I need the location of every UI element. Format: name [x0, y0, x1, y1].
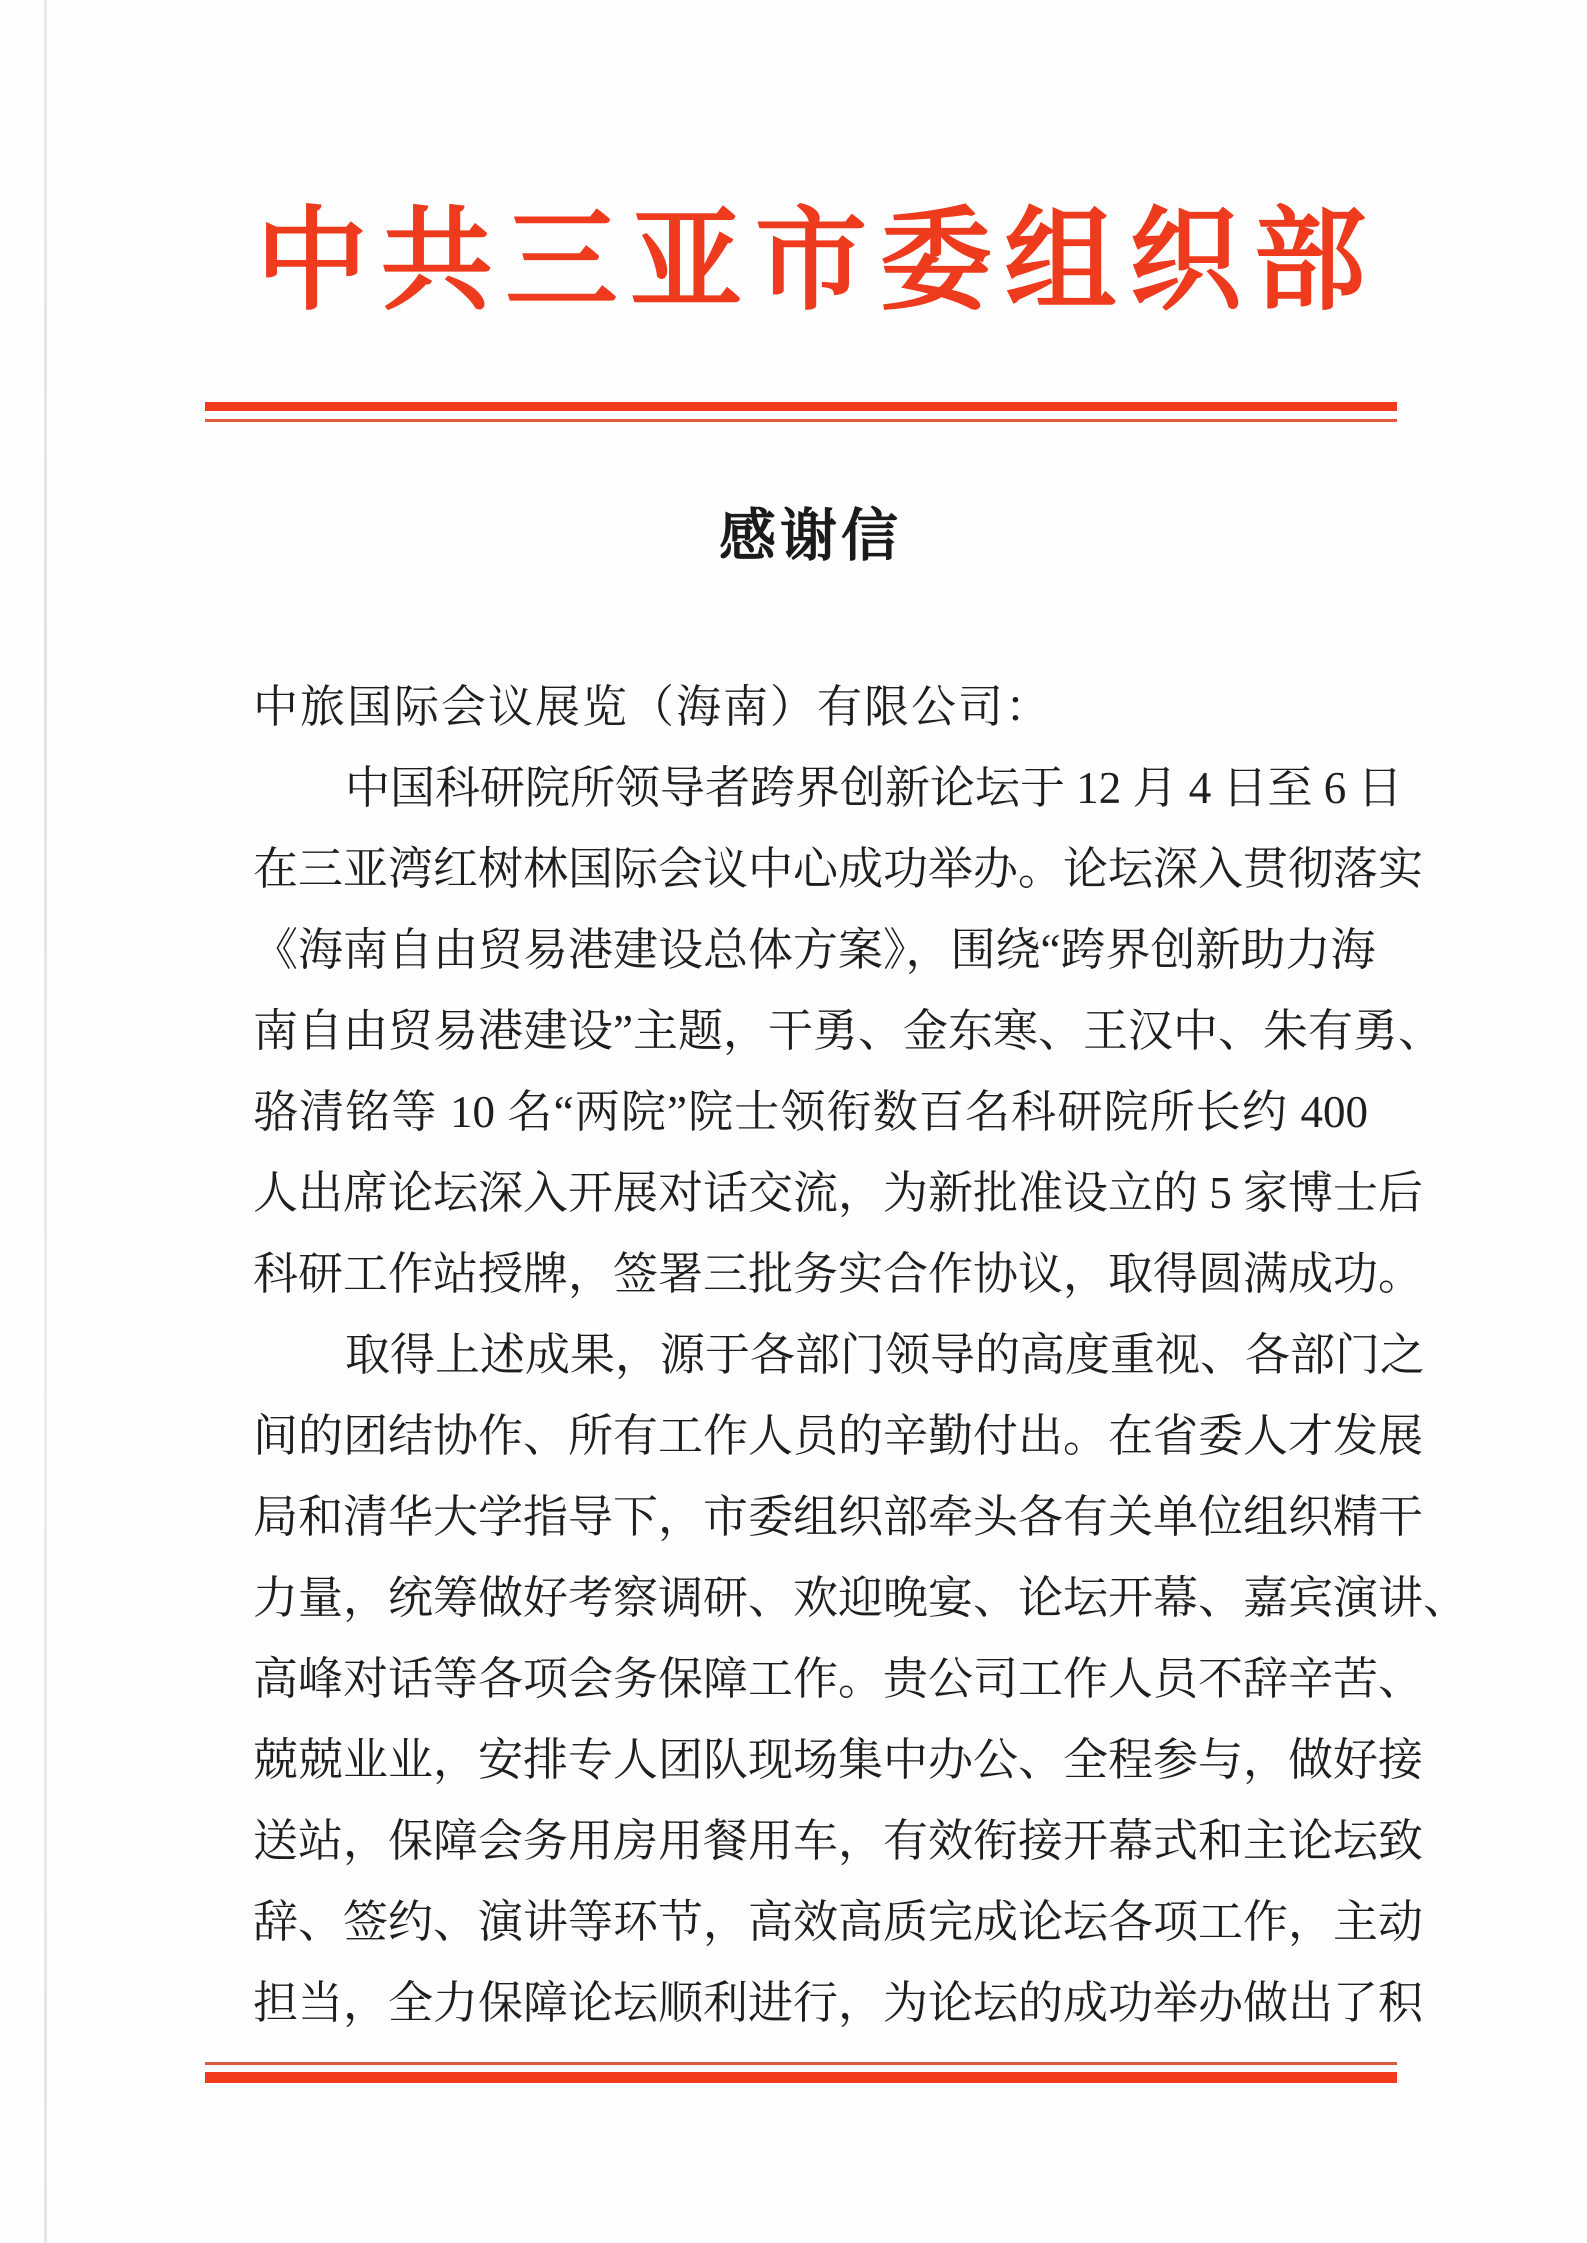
body-line: 在三亚湾红树林国际会议中心成功举办。论坛深入贯彻落实 — [253, 844, 1424, 894]
body-line: 中国科研院所领导者跨界创新论坛于 12 月 4 日至 6 日 — [345, 763, 1403, 813]
body-line: 骆清铭等 10 名“两院”院士领衔数百名科研院所长约 400 — [253, 1087, 1368, 1137]
body-line: 辞、签约、演讲等环节，高效高质完成论坛各项工作，主动 — [253, 1897, 1424, 1947]
body-line: 送站，保障会务用房用餐用车，有效衔接开幕式和主论坛致 — [253, 1816, 1424, 1866]
body-line: 间的团结协作、所有工作人员的辛勤付出。在省委人才发展 — [253, 1411, 1424, 1461]
body-line: 力量，统筹做好考察调研、欢迎晚宴、论坛开幕、嘉宾演讲、 — [253, 1573, 1469, 1623]
body-line: 局和清华大学指导下，市委组织部牵头各有关单位组织精干 — [253, 1492, 1424, 1542]
body-line: 人出席论坛深入开展对话交流，为新批准设立的 5 家博士后 — [253, 1168, 1424, 1218]
body-line: 科研工作站授牌，签署三批务实合作协议，取得圆满成功。 — [253, 1249, 1424, 1299]
footer-rule-thick — [205, 2072, 1397, 2083]
body-line: 兢兢业业，安排专人团队现场集中办公、全程参与，做好接 — [253, 1735, 1424, 1785]
body-line: 担当，全力保障论坛顺利进行，为论坛的成功举办做出了积 — [253, 1978, 1424, 2028]
document-title: 感谢信 — [719, 505, 902, 568]
letterhead-title: 中共三亚市委组织部 — [256, 200, 1366, 324]
body-line: 南自由贸易港建设”主题，干勇、金东寒、王汉中、朱有勇、 — [253, 1006, 1443, 1056]
header-rule-thin — [205, 419, 1397, 422]
body-line: 《海南自由贸易港建设总体方案》，围绕“跨界创新助力海 — [253, 925, 1376, 975]
body-line: 高峰对话等各项会务保障工作。贵公司工作人员不辞辛苦、 — [253, 1654, 1424, 1704]
scan-edge-artifact — [44, 0, 47, 2243]
salutation-line: 中旅国际会议展览（海南）有限公司： — [253, 682, 1053, 732]
header-rule-thick — [205, 402, 1397, 411]
footer-rule-thin — [205, 2062, 1397, 2065]
body-line: 取得上述成果，源于各部门领导的高度重视、各部门之 — [345, 1330, 1426, 1380]
letter-body — [253, 667, 1469, 2044]
